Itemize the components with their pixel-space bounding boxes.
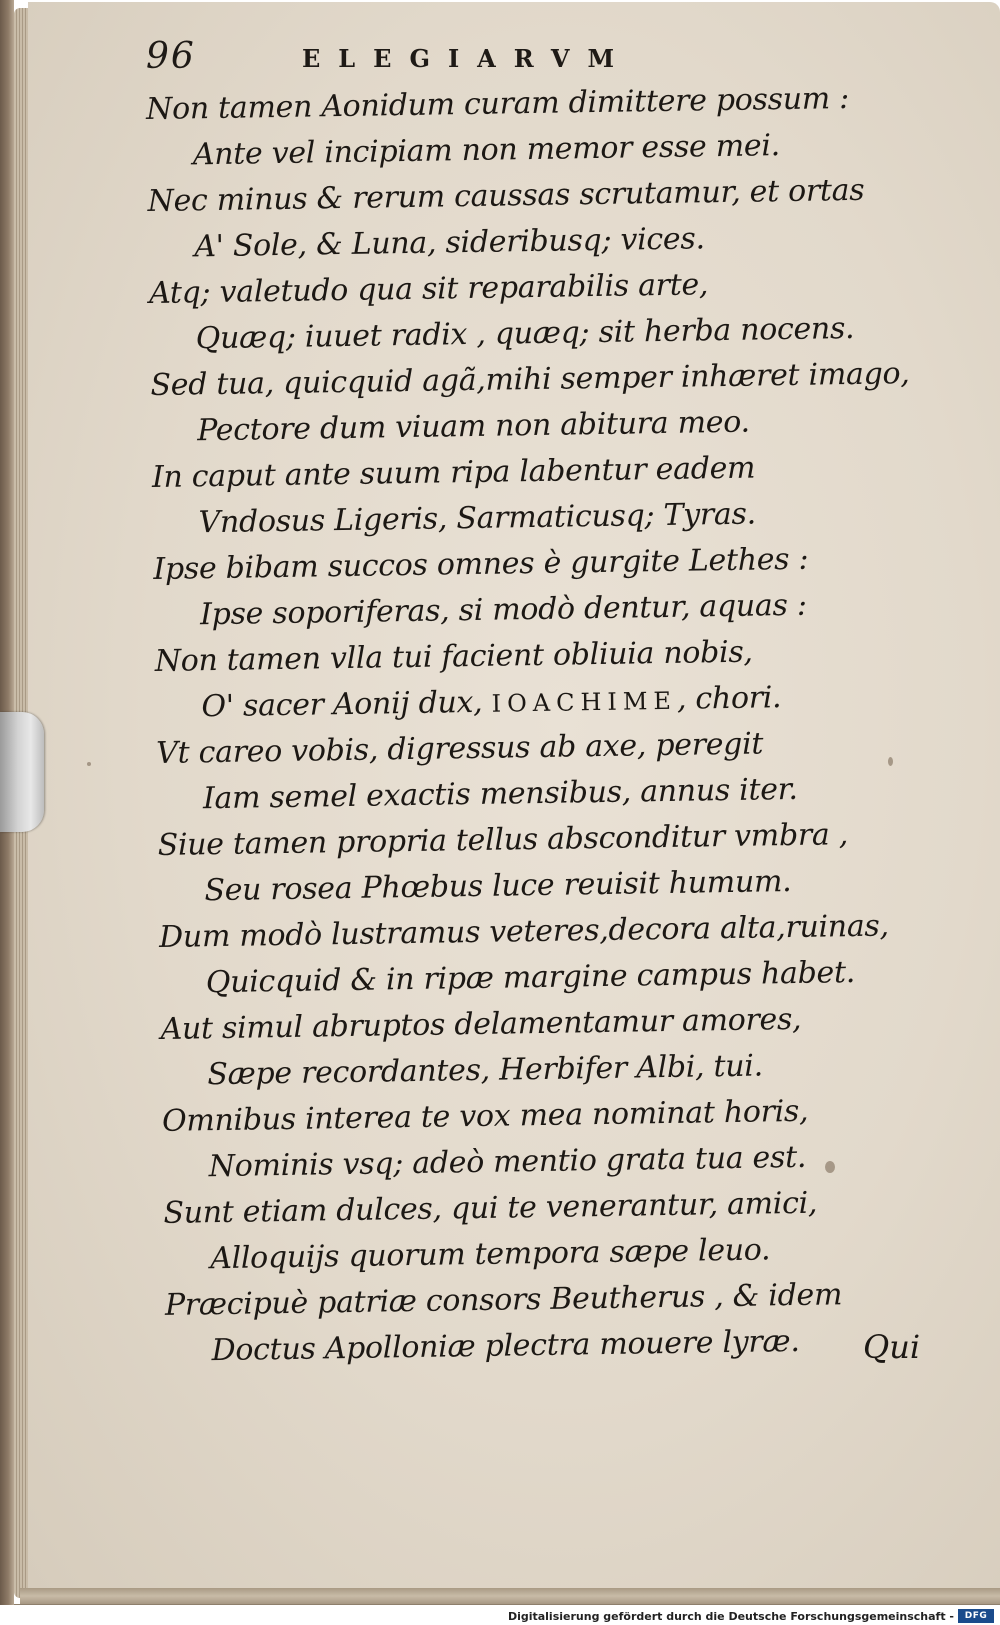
verse-line bbox=[201, 680, 781, 724]
verse-line: Ipse bibam succos omnes è gurgite Lethes : bbox=[153, 541, 809, 588]
verse-line: Sæpe recordantes, Herbifer Albi, tui. bbox=[207, 1048, 764, 1093]
verse-line: Non tamen vlla tui facient obliuia nobis, bbox=[154, 634, 753, 679]
funding-credit: Digitalisierung gefördert durch die Deutsche Forschungsgemeinschaft - bbox=[507, 1610, 954, 1623]
verse-line: Dum modò lustramus veteres,decora alta,ruinas, bbox=[158, 908, 889, 955]
verse-line: Sed tua, quicquid agã,mihi semper inhæret imago, bbox=[150, 356, 910, 404]
dfg-logo: DFG bbox=[958, 1609, 994, 1623]
verse-line: Iam semel exactis mensibus, annus iter. bbox=[202, 771, 798, 817]
verse-line: Omnibus interea te vox mea nominat horis, bbox=[161, 1093, 809, 1139]
verse-line: Non tamen Aonidum curam dimittere possum : bbox=[145, 81, 850, 128]
verse-line: Nec minus & rerum caussas scrutamur, et ortas bbox=[147, 172, 865, 220]
verse-line: Aut simul abruptos delamentamur amores, bbox=[160, 1001, 802, 1047]
verse-line: Vt careo vobis, digressus ab axe, peregit bbox=[155, 726, 764, 771]
verse-line: Atq; valetudo qua sit reparabilis arte, bbox=[148, 267, 709, 312]
verse-line: Quicquid & in ripæ margine campus habet. bbox=[205, 955, 856, 1001]
verse-line: Sunt etiam dulces, qui te venerantur, amici, bbox=[163, 1185, 818, 1231]
verse-line: Ipse soporiferas, si modò dentur, aquas : bbox=[199, 587, 807, 633]
page-number: 96 bbox=[146, 36, 196, 77]
catchword: Qui bbox=[863, 1328, 921, 1366]
verse-line: Præcipuè patriæ consors Beutherus , & idem bbox=[164, 1277, 843, 1323]
verse-line: Nominis vsq; adeò mentio grata tua est. bbox=[208, 1139, 807, 1185]
verse-text: O' sacer Aonij dux, bbox=[201, 684, 492, 725]
verse-line: Pectore dum viuam non abitura meo. bbox=[196, 404, 750, 449]
verse-line: Siue tamen propria tellus absconditur vmbra , bbox=[157, 817, 849, 863]
addressee-name: IOACHIME bbox=[491, 686, 678, 718]
verse-text: , chori. bbox=[676, 680, 782, 717]
verse-line: Ante vel incipiam non memor esse mei. bbox=[192, 128, 781, 173]
verse-line: Vndosus Ligeris, Sarmaticusq; Tyras. bbox=[198, 496, 757, 541]
running-head: ELEGIARVM bbox=[302, 44, 633, 73]
verse-line: Alloquijs quorum tempora sæpe leuo. bbox=[209, 1232, 771, 1277]
verse-line: In caput ante suum ripa labentur eadem bbox=[151, 450, 756, 496]
digitization-footer bbox=[0, 1605, 1000, 1625]
verse-line: Quæq; iuuet radix , quæq; sit herba nocens. bbox=[195, 310, 855, 357]
verse-line: A' Sole, & Luna, sideribusq; vices. bbox=[194, 221, 705, 265]
verse-line: Doctus Apolloniæ plectra mouere lyræ. bbox=[211, 1323, 800, 1369]
verse-line: Seu rosea Phœbus luce reuisit humum. bbox=[204, 864, 792, 909]
